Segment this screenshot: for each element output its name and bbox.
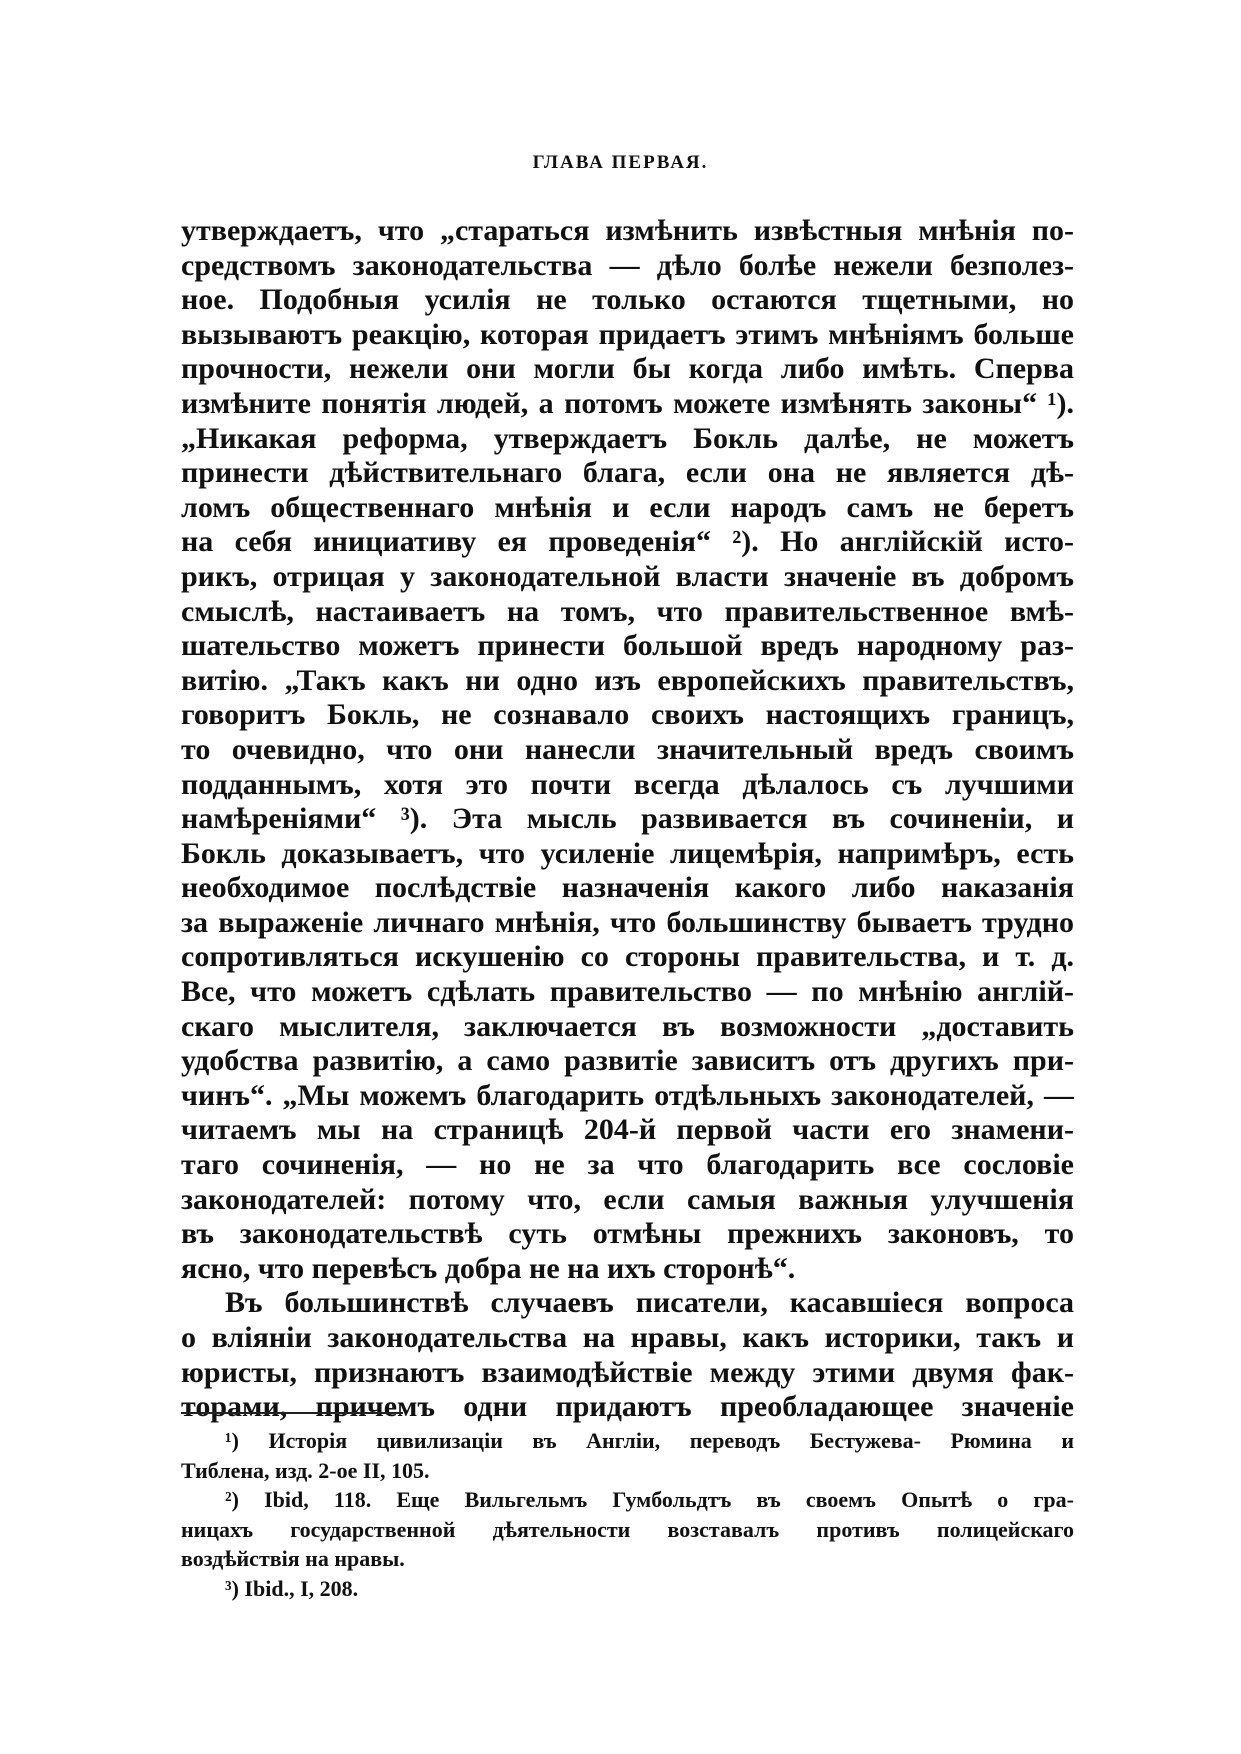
footnote-line: ²) Ibid, 118. Еще Вильгельмъ Гумбольдтъ въ своемъ Опытѣ о гра- <box>225 1487 1074 1512</box>
text-line: „Никакая реформа, утверждаетъ Бокль далѣе, не можетъ <box>181 421 1074 455</box>
text-line: Бокль доказываетъ, что усиленіе лицемѣрія, напримѣръ, есть <box>181 836 1074 870</box>
text-line: вызываютъ реакцію, которая придаетъ этимъ мнѣніямъ больше <box>181 317 1074 351</box>
text-line: Въ большинствѣ случаевъ писатели, касавшіеся вопроса <box>225 1286 1074 1320</box>
text-line: утверждаетъ, что „стараться измѣнить извѣстныя мнѣнія по- <box>181 214 1074 247</box>
running-head: ГЛАВА ПЕРВАЯ. <box>532 152 709 173</box>
footnote-line: воздѣйствія на нравы. <box>181 1546 405 1571</box>
text-line: шательство можетъ принести большой вредъ народному раз- <box>181 629 1074 663</box>
footnote-line: ницахъ государственной дѣятельности возставалъ противъ полицейскаго <box>181 1516 1074 1542</box>
text-line: ломъ общественнаго мнѣнія и если народъ самъ не беретъ <box>181 490 1074 524</box>
text-line: прочности, нежели они могли бы когда либо имѣть. Сперва <box>181 352 1074 386</box>
main-text <box>181 214 1074 1425</box>
text-line: въ законодательствѣ суть отмѣны прежнихъ законовъ, то <box>181 1217 1074 1251</box>
footnote-line: ¹) Исторія цивилизаціи въ Англіи, переводъ Бестужева- Рюмина и <box>225 1428 1074 1453</box>
text-line: скаго мыслителя, заключается въ возможности „доставить <box>181 1009 1074 1043</box>
footnote-divider <box>181 1412 403 1414</box>
text-line: средствомъ законодательства — дѣло болѣе нежели безполез- <box>181 248 1074 282</box>
text-line: смыслѣ, настаиваетъ на томъ, что правительственное вмѣ- <box>181 594 1074 628</box>
text-line: юристы, признаютъ взаимодѣйствіе между этими двумя фак- <box>181 1355 1074 1389</box>
text-line: торами, причемъ одни придаютъ преобладающее значеніе <box>181 1390 1074 1424</box>
text-line: намѣреніями“ ³). Эта мысль развивается въ сочиненіи, и <box>181 802 1074 836</box>
text-line: читаемъ мы на страницѣ 204-й первой части его знамени- <box>181 1113 1074 1147</box>
footnote-line: ³) Ibid., I, 208. <box>225 1575 359 1601</box>
text-line: удобства развитію, а само развитіе зависитъ отъ другихъ при- <box>181 1044 1074 1078</box>
text-line: необходимое послѣдствіе назначенія какого либо наказанія <box>181 871 1074 905</box>
text-line: рикъ, отрицая у законодательной власти значеніе въ добромъ <box>181 559 1074 593</box>
text-line: таго сочиненія, — но не за что благодарить все сословіе <box>181 1148 1074 1182</box>
text-line: чинъ“. „Мы можемъ благодарить отдѣльныхъ законодателей, — <box>181 1078 1074 1112</box>
text-line: принести дѣйствительнаго блага, если она не является дѣ- <box>181 456 1074 490</box>
text-line: витію. „Такъ какъ ни одно изъ европейскихъ правительствъ, <box>181 663 1074 697</box>
footnote-line: Тиблена, изд. 2-ое II, 105. <box>181 1457 430 1483</box>
text-line: на себя инициативу ея проведенія“ ²). Но англійскій исто- <box>181 525 1074 559</box>
text-line: за выраженіе личнаго мнѣнія, что большинству бываетъ трудно <box>181 905 1074 939</box>
text-line: измѣните понятія людей, а потомъ можете измѣнять законы“ ¹). <box>181 386 1074 420</box>
text-line: подданнымъ, хотя это почти всегда дѣлалось съ лучшими <box>181 767 1074 801</box>
footnotes <box>181 1426 1074 1603</box>
text-line: Все, что можетъ сдѣлать правительство — по мнѣнію англій- <box>181 975 1074 1009</box>
text-line: сопротивляться искушенію со стороны правительства, и т. д. <box>181 940 1074 974</box>
text-line: о вліяніи законодательства на нравы, какъ историки, такъ и <box>181 1321 1074 1354</box>
text-line: то очевидно, что они нанесли значительный вредъ своимъ <box>181 732 1074 766</box>
text-line: ясно, что перевѣсъ добра не на ихъ сторонѣ“. <box>181 1251 796 1285</box>
text-line: ное. Подобныя усилія не только остаются тщетными, но <box>181 283 1074 317</box>
text-line: говоритъ Бокль, не сознавало своихъ настоящихъ границъ, <box>181 698 1074 732</box>
text-line: законодателей: потому что, если самыя важныя улучшенія <box>181 1182 1074 1216</box>
